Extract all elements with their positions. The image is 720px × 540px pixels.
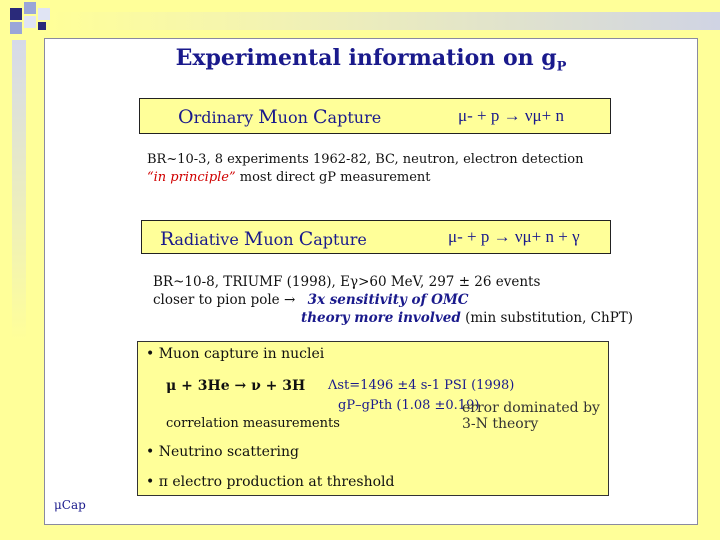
gp-ratio: gP–gPth (1.08 ±0.19) [338,398,480,413]
ratio-note: error dominated by 3-N theory [462,400,600,432]
slide-title: Experimental information on $g_P$ [175,45,567,75]
bullet-muon-capture: • Muon capture in nuclei [146,346,325,362]
slide-panel [44,38,698,525]
corner-square-decoration [38,8,50,20]
rmc-info-line1: BR~10-8, TRIUMF (1998), Eγ>60 MeV, 297 ± 26 events [153,274,541,290]
footer-label: μCap [54,498,86,512]
corner-square-decoration [38,22,46,30]
capture-rate: Λst=1496 ±4 s-1 PSI (1998) [328,378,515,393]
rmc-info-line3: theory more involved (min substitution, ChPT) [301,310,634,326]
corner-square-decoration [24,2,36,14]
nuclei-box [137,341,609,496]
rmc-info [153,273,633,327]
in-principle-label: “in principle” [147,170,236,185]
correlation-measurements: correlation measurements [166,416,340,431]
omc-info-line1: BR~10-3, 8 experiments 1962-82, BC, neutron, electron detection [147,152,584,167]
omc-info-line2: “in principle” most direct gP measurement [147,170,431,185]
corner-square-decoration [24,16,36,28]
omc-reaction: μ- + p → νμ+ n [458,106,565,125]
theory-label: theory more involved [301,310,461,326]
omc-name: Ordinary Muon Capture [178,106,382,128]
corner-square-decoration [10,8,22,20]
header-band [50,12,720,30]
omc-header-box [139,98,611,134]
rmc-reaction: μ- + p → νμ+ n + γ [448,227,580,246]
bullet-pi-electro: • π electro production at threshold [146,474,395,490]
rmc-info-line2: closer to pion pole → 3x sensitivity of OMC [153,292,469,308]
omc-info [147,151,584,187]
rmc-header-box [141,220,611,254]
he3-reaction: μ + 3He → ν + 3H [166,378,306,394]
side-band [12,40,26,540]
rmc-name: Radiative Muon Capture [160,228,367,250]
sensitivity-label: 3x sensitivity of OMC [307,292,469,308]
corner-square-decoration [10,22,22,34]
bullet-neutrino: • Neutrino scattering [146,444,300,460]
